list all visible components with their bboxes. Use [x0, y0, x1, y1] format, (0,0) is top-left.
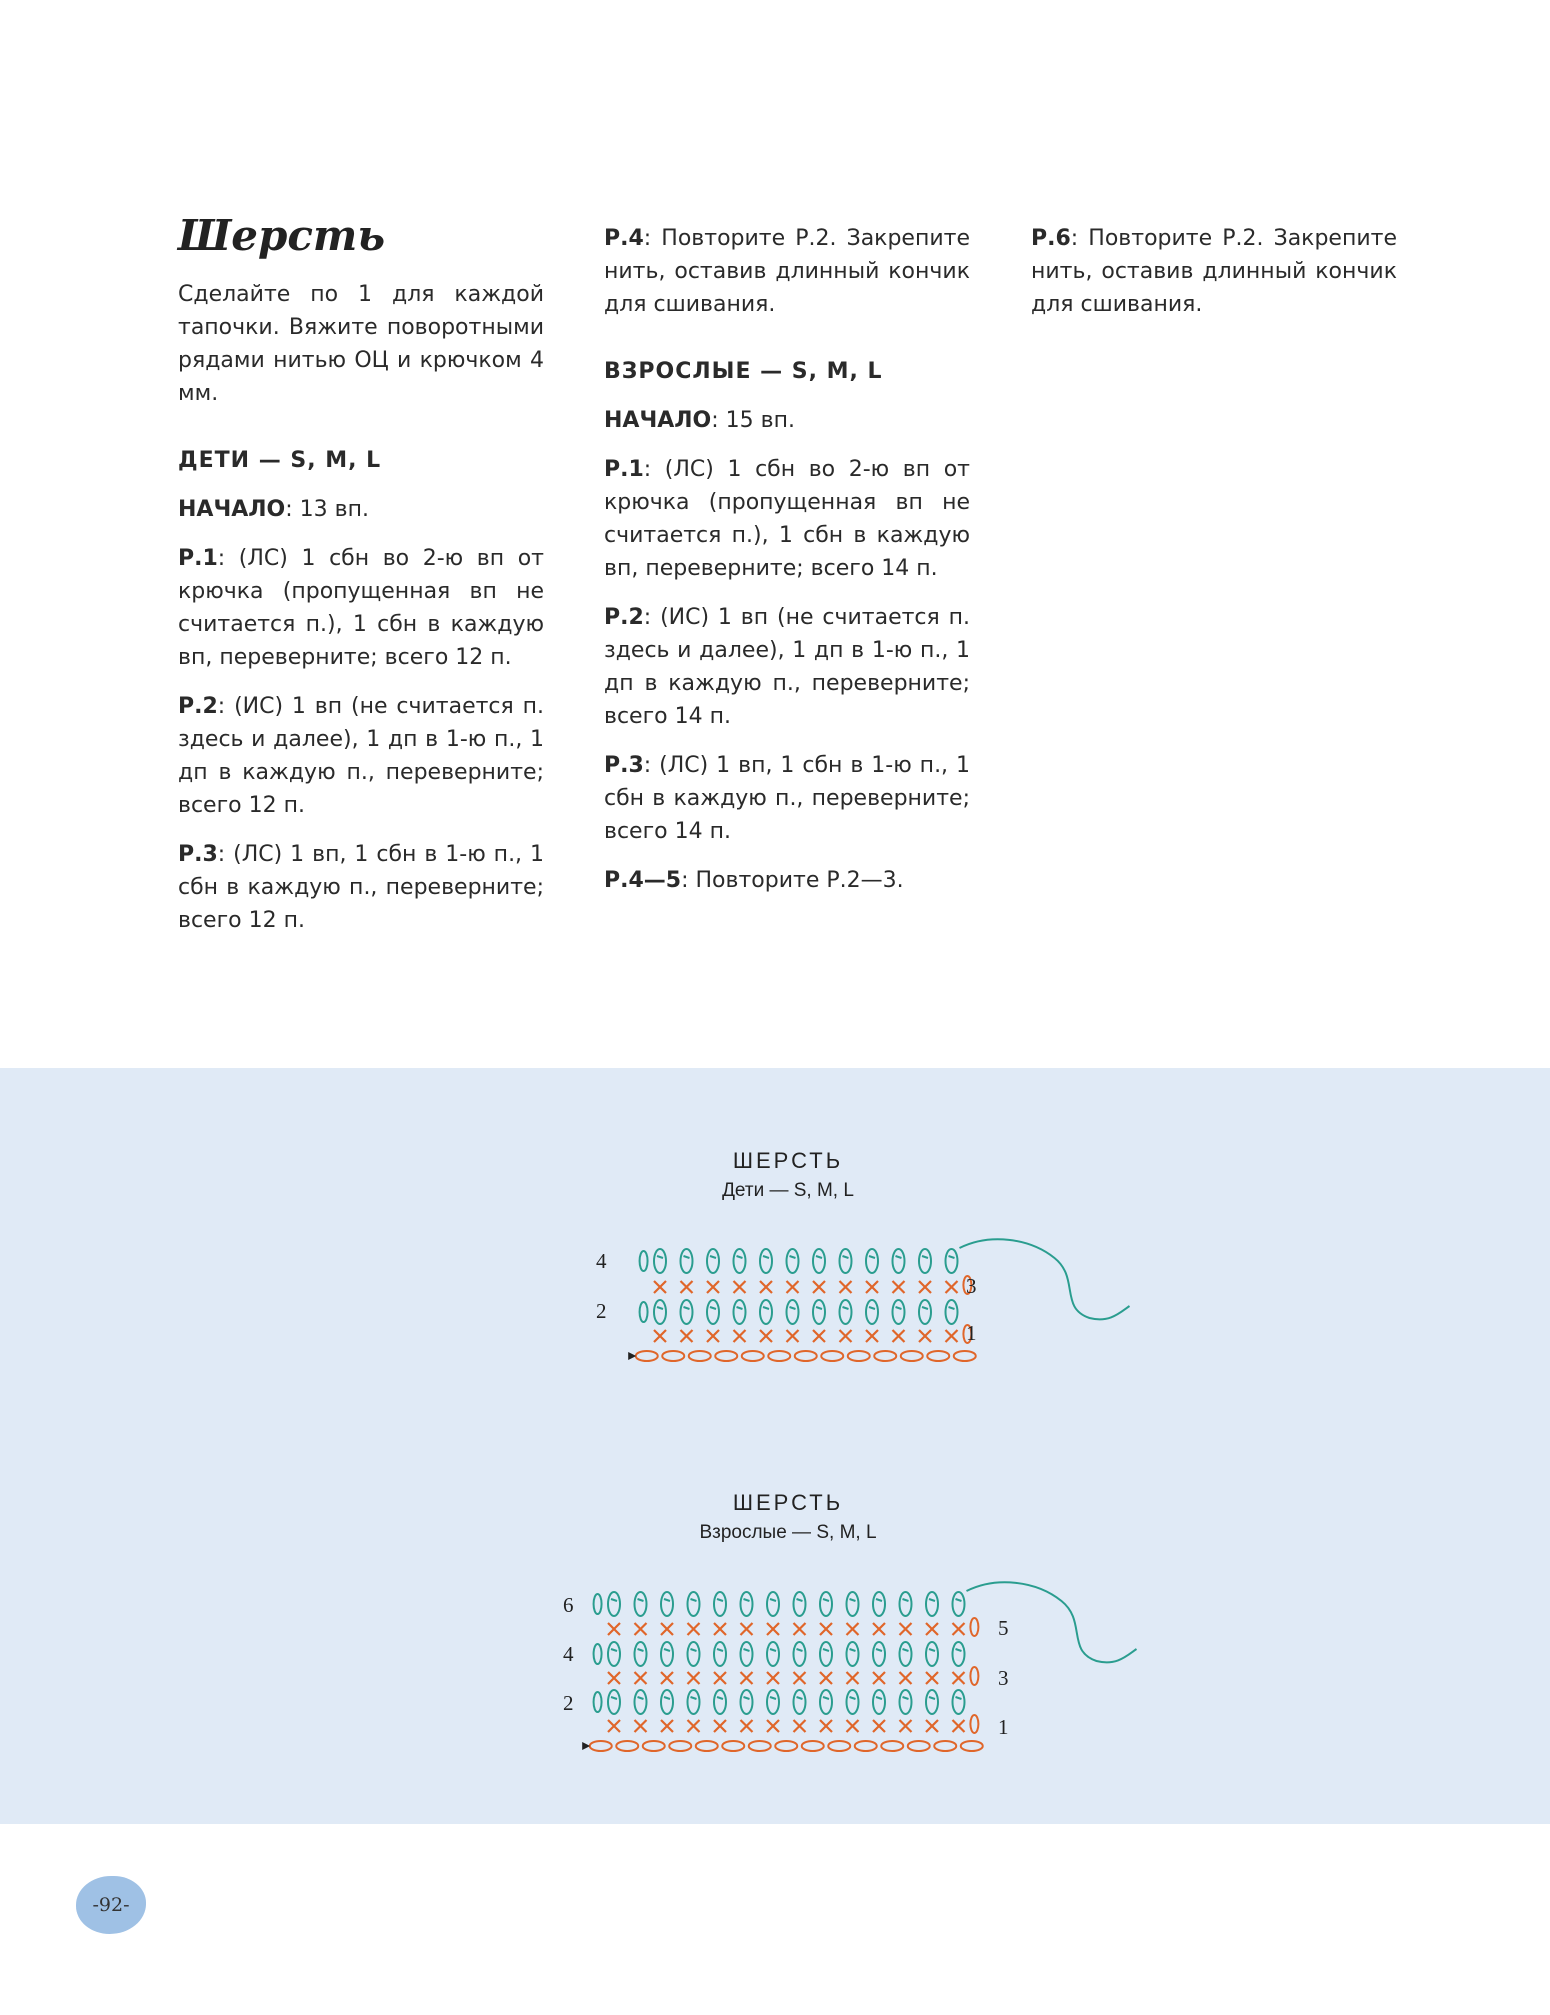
row-label: Р.4	[604, 226, 644, 251]
turning-chain-mark	[594, 1594, 602, 1614]
double-crochet-mark	[688, 1642, 700, 1666]
double-crochet-mark	[688, 1592, 700, 1616]
double-crochet-mark	[787, 1249, 799, 1273]
double-crochet-mark	[760, 1300, 772, 1324]
double-crochet-bar	[797, 1649, 803, 1651]
double-crochet-bar	[949, 1307, 955, 1309]
single-crochet-mark	[608, 1672, 620, 1684]
double-crochet-bar	[816, 1307, 822, 1309]
double-crochet-bar	[770, 1697, 776, 1699]
row-label: Р.2	[604, 605, 644, 630]
kids-start-label: НАЧАЛО	[178, 497, 286, 522]
double-crochet-bar	[903, 1599, 909, 1601]
single-crochet-mark	[794, 1720, 806, 1732]
double-crochet-bar	[611, 1649, 617, 1651]
double-crochet-mark	[608, 1642, 620, 1666]
double-crochet-mark	[873, 1592, 885, 1616]
chain-mark	[848, 1351, 870, 1361]
double-crochet-mark	[681, 1300, 693, 1324]
double-crochet-mark	[707, 1300, 719, 1324]
double-crochet-bar	[929, 1649, 935, 1651]
double-crochet-bar	[843, 1307, 849, 1309]
double-crochet-bar	[823, 1697, 829, 1699]
single-crochet-mark	[900, 1623, 912, 1635]
double-crochet-mark	[866, 1300, 878, 1324]
single-crochet-mark	[926, 1672, 938, 1684]
diagram-band	[0, 1068, 1550, 1824]
double-crochet-bar	[790, 1256, 796, 1258]
intro-text: Сделайте по 1 для каждой тапочки. Вяжите поворотными рядами нитью ОЦ и крючком 4 мм.	[178, 282, 544, 406]
single-crochet-mark	[946, 1281, 958, 1293]
chain-mark	[722, 1741, 744, 1751]
double-crochet-bar	[744, 1649, 750, 1651]
chain-mark	[768, 1351, 790, 1361]
double-crochet-mark	[813, 1300, 825, 1324]
single-crochet-mark	[840, 1281, 852, 1293]
double-crochet-mark	[635, 1592, 647, 1616]
page-number: -92-	[76, 1876, 146, 1934]
double-crochet-bar	[896, 1256, 902, 1258]
single-crochet-mark	[953, 1720, 965, 1732]
chain-mark	[821, 1351, 843, 1361]
turning-chain-mark	[970, 1618, 978, 1636]
diagram-1-row-label: 1	[966, 1321, 977, 1345]
diagram-1-title: ШЕРСТЬ	[732, 1148, 844, 1173]
double-crochet-bar	[956, 1599, 962, 1601]
double-crochet-bar	[823, 1649, 829, 1651]
double-crochet-mark	[893, 1300, 905, 1324]
single-crochet-mark	[820, 1720, 832, 1732]
chain-mark	[749, 1741, 771, 1751]
single-crochet-mark	[760, 1281, 772, 1293]
single-crochet-mark	[847, 1672, 859, 1684]
double-crochet-bar	[869, 1256, 875, 1258]
single-crochet-mark	[900, 1672, 912, 1684]
double-crochet-bar	[903, 1697, 909, 1699]
chain-mark	[636, 1351, 658, 1361]
single-crochet-mark	[953, 1672, 965, 1684]
double-crochet-mark	[654, 1249, 666, 1273]
double-crochet-mark	[714, 1642, 726, 1666]
double-crochet-bar	[717, 1697, 723, 1699]
chain-mark	[696, 1741, 718, 1751]
double-crochet-bar	[691, 1697, 697, 1699]
double-crochet-bar	[717, 1599, 723, 1601]
double-crochet-mark	[707, 1249, 719, 1273]
column-3	[1031, 222, 1397, 337]
double-crochet-bar	[876, 1697, 882, 1699]
single-crochet-mark	[893, 1330, 905, 1342]
yarn-tail	[960, 1239, 1130, 1319]
double-crochet-bar	[922, 1307, 928, 1309]
adults-row-3	[604, 749, 970, 848]
kids-heading: ДЕТИ — S, M, L	[178, 448, 382, 473]
double-crochet-bar	[691, 1649, 697, 1651]
double-crochet-bar	[638, 1697, 644, 1699]
double-crochet-bar	[611, 1697, 617, 1699]
row-label: Р.4—5	[604, 868, 682, 893]
chain-mark	[802, 1741, 824, 1751]
double-crochet-mark	[741, 1592, 753, 1616]
double-crochet-bar	[664, 1649, 670, 1651]
kids-row-2	[178, 690, 544, 822]
row-text: : (ИС) 1 вп (не считается п. здесь и далее), 1 дп в 1-ю п., 1 дп в каждую п., переверните; всего 14 п.	[604, 605, 970, 729]
turning-chain-mark	[640, 1251, 648, 1271]
turning-chain-mark	[970, 1715, 978, 1733]
double-crochet-mark	[953, 1690, 965, 1714]
double-crochet-bar	[823, 1599, 829, 1601]
single-crochet-mark	[608, 1720, 620, 1732]
double-crochet-bar	[657, 1256, 663, 1258]
double-crochet-mark	[767, 1642, 779, 1666]
kids-start	[178, 493, 544, 526]
single-crochet-mark	[840, 1330, 852, 1342]
diagram-1-row-label: 4	[596, 1249, 607, 1273]
double-crochet-bar	[903, 1649, 909, 1651]
double-crochet-bar	[949, 1256, 955, 1258]
row-text: : (ЛС) 1 вп, 1 сбн в 1-ю п., 1 сбн в каждую п., переверните; всего 12 п.	[178, 842, 544, 933]
diagram-2-title: ШЕРСТЬ	[732, 1490, 844, 1515]
single-crochet-mark	[953, 1623, 965, 1635]
double-crochet-mark	[847, 1690, 859, 1714]
double-crochet-bar	[929, 1697, 935, 1699]
single-crochet-mark	[714, 1623, 726, 1635]
row-label: Р.6	[1031, 226, 1071, 251]
single-crochet-mark	[635, 1672, 647, 1684]
double-crochet-bar	[717, 1649, 723, 1651]
diagram-2-row-label: 2	[563, 1691, 574, 1715]
diagram-2-chart	[582, 1582, 1136, 1751]
single-crochet-mark	[873, 1672, 885, 1684]
kids-row-1	[178, 542, 544, 674]
start-arrow	[582, 1742, 590, 1750]
single-crochet-mark	[866, 1330, 878, 1342]
turning-chain-mark	[970, 1667, 978, 1685]
chain-mark	[590, 1741, 612, 1751]
double-crochet-bar	[737, 1307, 743, 1309]
double-crochet-bar	[850, 1697, 856, 1699]
single-crochet-mark	[681, 1281, 693, 1293]
single-crochet-mark	[926, 1623, 938, 1635]
double-crochet-mark	[946, 1249, 958, 1273]
double-crochet-bar	[657, 1307, 663, 1309]
double-crochet-mark	[635, 1642, 647, 1666]
double-crochet-bar	[876, 1599, 882, 1601]
double-crochet-mark	[654, 1300, 666, 1324]
chain-mark	[961, 1741, 983, 1751]
adults-start-text: : 15 вп.	[711, 408, 795, 433]
chain-mark	[901, 1351, 923, 1361]
double-crochet-mark	[794, 1642, 806, 1666]
single-crochet-mark	[654, 1281, 666, 1293]
single-crochet-mark	[707, 1330, 719, 1342]
double-crochet-mark	[767, 1592, 779, 1616]
double-crochet-mark	[734, 1249, 746, 1273]
section-title: Шерсть	[178, 211, 386, 260]
row-text: : (ЛС) 1 вп, 1 сбн в 1-ю п., 1 сбн в каждую п., переверните; всего 14 п.	[604, 753, 970, 844]
row-text: : Повторите Р.2. Закрепите нить, оставив длинный кончик для сшивания.	[604, 226, 970, 317]
double-crochet-mark	[919, 1249, 931, 1273]
diagram-2-row-label: 5	[998, 1616, 1009, 1640]
double-crochet-mark	[734, 1300, 746, 1324]
adults-row-2	[604, 601, 970, 733]
single-crochet-mark	[661, 1672, 673, 1684]
double-crochet-bar	[744, 1599, 750, 1601]
double-crochet-bar	[956, 1649, 962, 1651]
row-text: : Повторите Р.2. Закрепите нить, оставив длинный кончик для сшивания.	[1031, 226, 1397, 317]
chain-mark	[689, 1351, 711, 1361]
single-crochet-mark	[714, 1720, 726, 1732]
double-crochet-mark	[608, 1592, 620, 1616]
double-crochet-mark	[926, 1592, 938, 1616]
double-crochet-mark	[661, 1592, 673, 1616]
kids-start-text: : 13 вп.	[285, 497, 369, 522]
double-crochet-bar	[684, 1307, 690, 1309]
row-text: : Повторите Р.2—3.	[681, 868, 904, 893]
adults-start	[604, 404, 970, 437]
double-crochet-bar	[737, 1256, 743, 1258]
single-crochet-mark	[926, 1720, 938, 1732]
yarn-tail	[967, 1582, 1137, 1662]
double-crochet-mark	[787, 1300, 799, 1324]
double-crochet-mark	[741, 1642, 753, 1666]
single-crochet-mark	[661, 1720, 673, 1732]
diagram-2-row-label: 1	[998, 1715, 1009, 1739]
column-2	[604, 222, 970, 913]
double-crochet-bar	[869, 1307, 875, 1309]
adults-row-6	[1031, 222, 1397, 321]
row-text: : (ИС) 1 вп (не считается п. здесь и далее), 1 дп в 1-ю п., 1 дп в каждую п., переверните; всего 12 п.	[178, 694, 544, 818]
double-crochet-mark	[820, 1642, 832, 1666]
double-crochet-mark	[635, 1690, 647, 1714]
double-crochet-bar	[797, 1599, 803, 1601]
turning-chain-mark	[594, 1644, 602, 1664]
start-arrow	[628, 1352, 636, 1360]
kids-row-3	[178, 838, 544, 937]
single-crochet-mark	[707, 1281, 719, 1293]
single-crochet-mark	[900, 1720, 912, 1732]
double-crochet-mark	[926, 1690, 938, 1714]
double-crochet-mark	[946, 1300, 958, 1324]
row-label: Р.1	[178, 546, 218, 571]
kids-row-4	[604, 222, 970, 321]
adults-row-1	[604, 453, 970, 585]
double-crochet-bar	[816, 1256, 822, 1258]
row-label: Р.1	[604, 457, 644, 482]
single-crochet-mark	[760, 1330, 772, 1342]
double-crochet-mark	[714, 1592, 726, 1616]
row-label: Р.3	[178, 842, 218, 867]
adults-heading: ВЗРОСЛЫЕ — S, M, L	[604, 359, 883, 384]
single-crochet-mark	[873, 1623, 885, 1635]
single-crochet-mark	[794, 1623, 806, 1635]
adults-row-4-5	[604, 864, 970, 897]
diagram-2-row-label: 4	[563, 1642, 574, 1666]
double-crochet-mark	[840, 1249, 852, 1273]
double-crochet-mark	[741, 1690, 753, 1714]
double-crochet-bar	[710, 1256, 716, 1258]
double-crochet-mark	[661, 1642, 673, 1666]
double-crochet-mark	[900, 1642, 912, 1666]
double-crochet-bar	[770, 1649, 776, 1651]
single-crochet-mark	[847, 1623, 859, 1635]
single-crochet-mark	[820, 1672, 832, 1684]
double-crochet-bar	[790, 1307, 796, 1309]
single-crochet-mark	[767, 1672, 779, 1684]
single-crochet-mark	[734, 1330, 746, 1342]
single-crochet-mark	[847, 1720, 859, 1732]
single-crochet-mark	[813, 1330, 825, 1342]
crochet-diagrams	[0, 1068, 1550, 1824]
single-crochet-mark	[688, 1672, 700, 1684]
single-crochet-mark	[688, 1623, 700, 1635]
row-text: : (ЛС) 1 сбн во 2-ю вп от крючка (пропущенная вп не считается п.), 1 сбн в каждую вп, переверните; всего 14 п.	[604, 457, 970, 581]
double-crochet-mark	[661, 1690, 673, 1714]
single-crochet-mark	[820, 1623, 832, 1635]
double-crochet-mark	[767, 1690, 779, 1714]
double-crochet-bar	[744, 1697, 750, 1699]
double-crochet-bar	[922, 1256, 928, 1258]
double-crochet-bar	[929, 1599, 935, 1601]
row-label: Р.2	[178, 694, 218, 719]
single-crochet-mark	[873, 1720, 885, 1732]
chain-mark	[795, 1351, 817, 1361]
single-crochet-mark	[787, 1330, 799, 1342]
double-crochet-mark	[688, 1690, 700, 1714]
single-crochet-mark	[608, 1623, 620, 1635]
double-crochet-mark	[608, 1690, 620, 1714]
double-crochet-bar	[770, 1599, 776, 1601]
double-crochet-mark	[893, 1249, 905, 1273]
diagram-1-row-label: 3	[966, 1274, 977, 1298]
chain-mark	[855, 1741, 877, 1751]
diagram-2-subtitle: Взрослые — S, M, L	[699, 1522, 877, 1543]
single-crochet-mark	[635, 1720, 647, 1732]
adults-start-label: НАЧАЛО	[604, 408, 712, 433]
chain-mark	[927, 1351, 949, 1361]
single-crochet-mark	[787, 1281, 799, 1293]
single-crochet-mark	[654, 1330, 666, 1342]
double-crochet-mark	[794, 1690, 806, 1714]
single-crochet-mark	[741, 1720, 753, 1732]
chain-mark	[643, 1741, 665, 1751]
chain-mark	[662, 1351, 684, 1361]
chain-mark	[669, 1741, 691, 1751]
double-crochet-mark	[926, 1642, 938, 1666]
double-crochet-bar	[797, 1697, 803, 1699]
single-crochet-mark	[893, 1281, 905, 1293]
double-crochet-mark	[847, 1642, 859, 1666]
double-crochet-mark	[900, 1592, 912, 1616]
diagram-2-row-label: 3	[998, 1666, 1009, 1690]
double-crochet-bar	[876, 1649, 882, 1651]
single-crochet-mark	[734, 1281, 746, 1293]
single-crochet-mark	[681, 1330, 693, 1342]
double-crochet-mark	[873, 1642, 885, 1666]
chain-mark	[616, 1741, 638, 1751]
double-crochet-bar	[843, 1256, 849, 1258]
single-crochet-mark	[919, 1330, 931, 1342]
row-text: : (ЛС) 1 сбн во 2-ю вп от крючка (пропущенная вп не считается п.), 1 сбн в каждую вп, переверните; всего 12 п.	[178, 546, 544, 670]
column-1	[178, 210, 544, 953]
double-crochet-bar	[664, 1697, 670, 1699]
turning-chain-mark	[594, 1692, 602, 1712]
chain-mark	[954, 1351, 976, 1361]
chain-mark	[908, 1741, 930, 1751]
double-crochet-mark	[953, 1642, 965, 1666]
double-crochet-mark	[760, 1249, 772, 1273]
double-crochet-bar	[611, 1599, 617, 1601]
single-crochet-mark	[946, 1330, 958, 1342]
chain-mark	[828, 1741, 850, 1751]
chain-mark	[934, 1741, 956, 1751]
chain-mark	[881, 1741, 903, 1751]
double-crochet-mark	[953, 1592, 965, 1616]
chain-mark	[715, 1351, 737, 1361]
diagram-1-subtitle: Дети — S, M, L	[722, 1180, 854, 1201]
double-crochet-bar	[638, 1599, 644, 1601]
single-crochet-mark	[741, 1623, 753, 1635]
double-crochet-mark	[794, 1592, 806, 1616]
diagram-1-chart	[628, 1239, 1129, 1361]
double-crochet-mark	[919, 1300, 931, 1324]
single-crochet-mark	[794, 1672, 806, 1684]
double-crochet-mark	[866, 1249, 878, 1273]
chain-mark	[874, 1351, 896, 1361]
chain-mark	[742, 1351, 764, 1361]
single-crochet-mark	[767, 1720, 779, 1732]
single-crochet-mark	[767, 1623, 779, 1635]
diagram-2-row-label: 6	[563, 1593, 574, 1617]
double-crochet-bar	[896, 1307, 902, 1309]
double-crochet-mark	[847, 1592, 859, 1616]
double-crochet-bar	[956, 1697, 962, 1699]
single-crochet-mark	[741, 1672, 753, 1684]
double-crochet-mark	[714, 1690, 726, 1714]
double-crochet-bar	[684, 1256, 690, 1258]
turning-chain-mark	[640, 1302, 648, 1322]
double-crochet-mark	[813, 1249, 825, 1273]
single-crochet-mark	[919, 1281, 931, 1293]
double-crochet-mark	[820, 1690, 832, 1714]
double-crochet-bar	[763, 1256, 769, 1258]
single-crochet-mark	[661, 1623, 673, 1635]
double-crochet-mark	[873, 1690, 885, 1714]
double-crochet-mark	[840, 1300, 852, 1324]
double-crochet-mark	[681, 1249, 693, 1273]
double-crochet-bar	[850, 1599, 856, 1601]
chain-mark	[775, 1741, 797, 1751]
single-crochet-mark	[866, 1281, 878, 1293]
single-crochet-mark	[813, 1281, 825, 1293]
single-crochet-mark	[688, 1720, 700, 1732]
double-crochet-bar	[691, 1599, 697, 1601]
double-crochet-bar	[638, 1649, 644, 1651]
double-crochet-bar	[763, 1307, 769, 1309]
single-crochet-mark	[635, 1623, 647, 1635]
row-label: Р.3	[604, 753, 644, 778]
single-crochet-mark	[714, 1672, 726, 1684]
double-crochet-mark	[820, 1592, 832, 1616]
double-crochet-bar	[710, 1307, 716, 1309]
double-crochet-mark	[900, 1690, 912, 1714]
double-crochet-bar	[850, 1649, 856, 1651]
double-crochet-bar	[664, 1599, 670, 1601]
diagram-1-row-label: 2	[596, 1299, 607, 1323]
